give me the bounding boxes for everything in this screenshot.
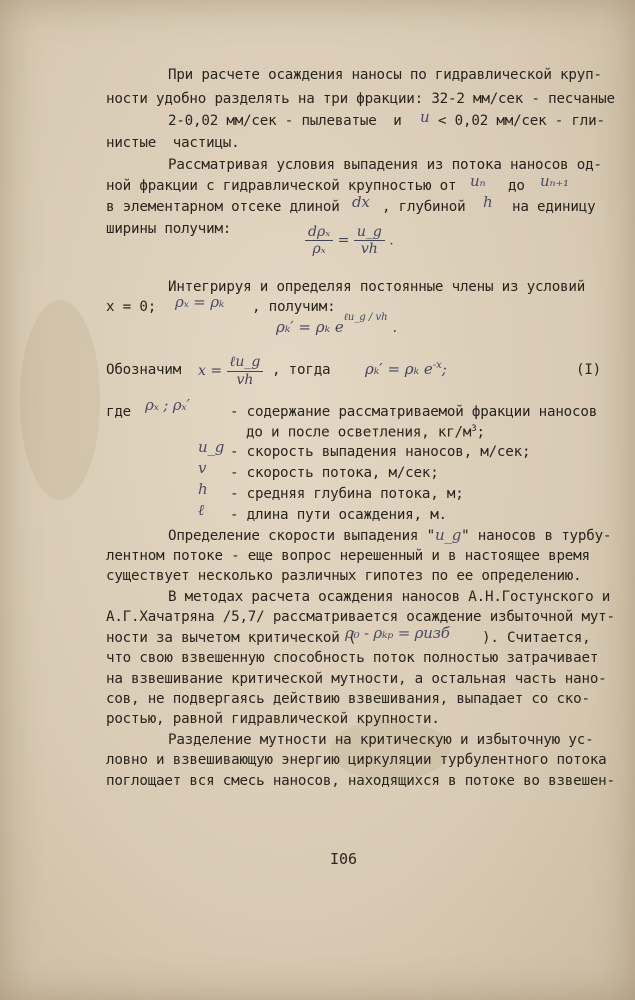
text-line: ширины получим: [106, 221, 232, 237]
math-symbol: ρₓ = ρₖ [175, 293, 225, 311]
eq2-base: ρₖ′ = ρₖ e [276, 318, 344, 336]
text-line: x = 0; [106, 299, 157, 315]
text-line: что свою взвешенную способность поток полностью затрачивает [106, 650, 599, 666]
text-line: ростью, равной гидравлической крупности. [106, 711, 440, 727]
math-symbol: h [483, 193, 493, 211]
text-line: ной фракции с гидравлической крупностью от [106, 178, 457, 194]
text-line: Рассматривая условия выпадения из потока наносов од- [168, 157, 602, 173]
eq4-exponent: -x [432, 360, 442, 371]
text-line: ловно и взвешивающую энергию циркуляции турбулентного потока [106, 752, 607, 768]
eq2-exponent: ℓu_g / vh [343, 312, 388, 323]
eq3-denominator: vh [236, 372, 254, 388]
paper-stain [330, 720, 450, 780]
math-symbol: dx [352, 193, 370, 211]
text-line: Интегрируя и определяя постоянные члены из условий [168, 279, 586, 295]
text-line: Обозначим [106, 362, 182, 378]
text-line: < 0,02 мм/сек - гли- [438, 113, 605, 129]
eq1-rhs-denominator: vh [360, 241, 378, 257]
equation-number: (I) [576, 362, 602, 378]
eq3-lhs: x = [198, 363, 223, 379]
eq1-denominator: ρₓ [312, 241, 326, 257]
text-span: до и после осветления, кг/м [246, 424, 472, 441]
text-line: - скорость выпадения наносов, м/сек; [230, 444, 531, 460]
math-symbol: u_g [434, 526, 462, 544]
equation-4 [365, 360, 447, 378]
text-line: , глубиной [382, 199, 466, 215]
eq2-period: . [392, 318, 398, 336]
text-line: , тогда [272, 362, 331, 378]
text-span: " наносов в турбу- [461, 528, 612, 544]
text-line: ности за вычетом критической ( [106, 630, 357, 646]
text-line: , получим: [252, 299, 336, 315]
text-line: 2-0,02 мм/сек - пылеватые и [168, 113, 402, 129]
text-line: - содержание рассматриваемой фракции наносов [230, 404, 598, 420]
eq1-period: . [389, 232, 394, 249]
equation-2 [276, 312, 397, 336]
math-symbol: v [198, 459, 207, 477]
eq3-numerator: ℓu_g [227, 354, 264, 372]
page-number: I06 [330, 850, 358, 868]
text-line: Разделение мутности на критическую и избыточную ус- [168, 732, 594, 748]
text-line: - скорость потока, м/сек; [230, 465, 439, 481]
eq4-end: ; [441, 360, 447, 378]
text-line: на взвешивание критической мутности, а остальная часть нано- [106, 671, 607, 687]
math-symbol: u [420, 108, 430, 126]
text-line: существует несколько различных гипотез по ее определению. [106, 568, 582, 584]
text-span: ; [476, 424, 485, 441]
text-line: поглощает вся смесь наносов, находящихся в потоке во взвешен- [106, 773, 615, 789]
text-line: лентном потоке - еще вопрос нерешенный и в настоящее время [106, 548, 590, 564]
text-line: до [508, 178, 525, 194]
math-symbol: ρₓ ; ρₓ′ [145, 396, 190, 414]
text-line: в элементарном отсеке длиной [106, 199, 340, 215]
eq1-equals: = [337, 232, 350, 249]
text-line: на единицу [512, 199, 596, 215]
text-line: где [106, 404, 132, 420]
math-symbol: uₙ₊₁ [540, 172, 569, 190]
text-line: сов, не подвергаясь действию взвешивания, выпадает со ско- [106, 691, 590, 707]
math-symbol: h [198, 480, 208, 498]
math-symbol: uₙ [470, 172, 486, 190]
text-line: В методах расчета осаждения наносов А.Н.Гостунского и [168, 589, 611, 605]
eq1-numerator: dρₓ [305, 224, 333, 241]
text-line [246, 425, 485, 440]
eq1-rhs-numerator: u_g [354, 224, 385, 241]
text-line: При расчете осаждения наносы по гидравлической круп- [168, 67, 602, 83]
paper-stain [20, 300, 100, 500]
text-line: - длина пути осаждения, м. [230, 507, 447, 523]
equation-3 [198, 354, 263, 388]
text-line: А.Г.Хачатряна /5,7/ рассматривается осаждение избыточной мут- [106, 609, 615, 625]
math-symbol: ρ₀ - ρₖₚ = ρизб [345, 624, 450, 642]
text-span: Определение скорости выпадения " [168, 528, 435, 544]
text-line [168, 528, 611, 543]
eq4-body: ρₖ′ = ρₖ e [365, 360, 433, 378]
text-line: нистые частицы. [106, 135, 240, 151]
equation-1 [305, 224, 394, 257]
superscript: 3 [471, 424, 477, 434]
text-line: - средняя глубина потока, м; [230, 486, 464, 502]
math-symbol: u_g [198, 438, 225, 456]
text-line: ности удобно разделять на три фракции: 32-2 мм/сек - песчаные [106, 91, 615, 107]
math-symbol: ℓ [198, 501, 205, 519]
text-line: ). Считается, [482, 630, 591, 646]
